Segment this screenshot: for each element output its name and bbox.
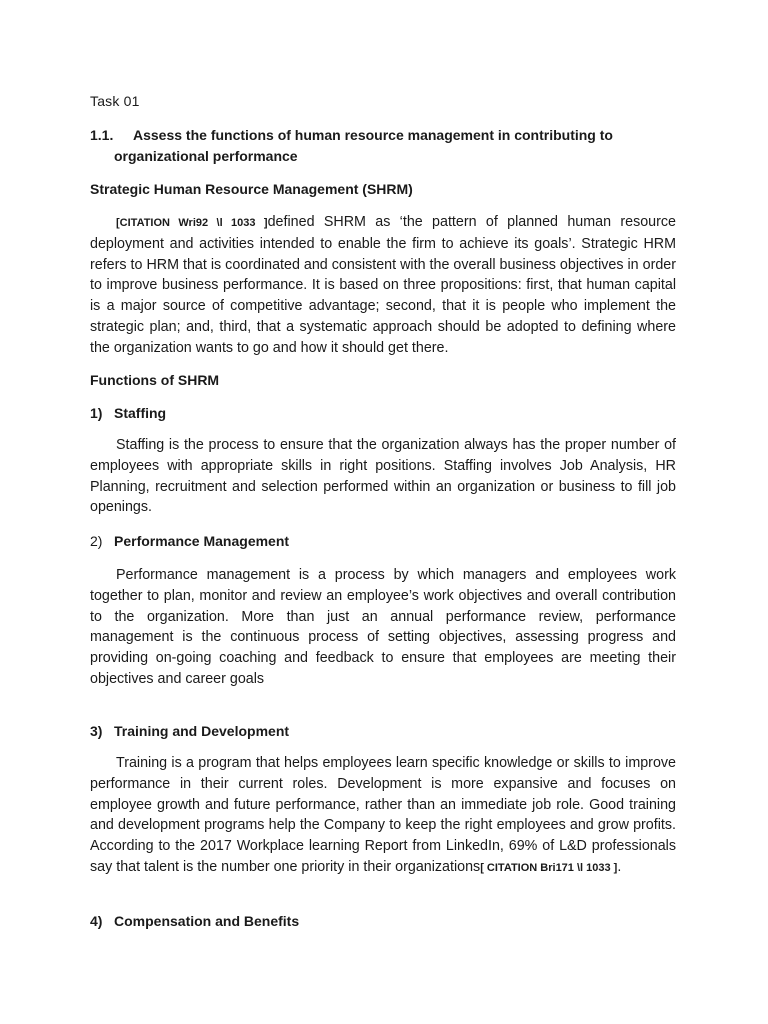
compensation-number: 4) — [90, 913, 103, 929]
section-title-line-1: Assess the functions of human resource management in contributing to — [133, 127, 613, 143]
training-paragraph — [90, 753, 676, 879]
citation-wri92: [CITATION Wri92 \l 1033 ] — [116, 217, 268, 229]
performance-number: 2) — [90, 533, 103, 549]
compensation-title: Compensation and Benefits — [114, 913, 300, 929]
shrm-paragraph-text: defined SHRM as ‘the pattern of planned human resource deployment and activities intended to enable the firm to achieve its goals’. Strategic HRM refers to HRM that is coordinated and consistent with the overall business objectives in order to improve business performance. It is based on three propositions: first, that human capital is a major source of competitive advantage; second, that it is people who implement the strategic plan; and, third, that a systematic approach should be adopted to defining where the organization wants to go and how it should get there. — [90, 214, 676, 356]
training-paragraph-text: Training is a program that helps employees learn specific knowledge or skills to improve performance in their current roles. Development is more expansive and focuses on employee growth and future performance, rather than an immediate job role. Good training and development programs help the Company to keep the right employees and grow profits. According to the 2017 Workplace learning Report from LinkedIn, 69% of L&D professionals say that talent is the number one priority in their organizations — [90, 755, 676, 875]
training-title: Training and Development — [114, 723, 290, 739]
staffing-paragraph: Staffing is the process to ensure that the organization always has the proper number of employees with appropriate skills in right positions. Staffing involves Job Analysis, HR Planning, recruitment and selection performed within an organization or business to fill job openings. — [90, 437, 676, 516]
training-number: 3) — [90, 723, 103, 739]
performance-paragraph: Performance management is a process by which managers and employees work together to plan, monitor and review an employee’s work objectives and overall contribution to the organization. More than just an annual performance review, performance management is the continuous process of setting objectives, assessing progress and providing on-going coaching and feedback to ensure that employees are meeting their objectives and career goals — [90, 567, 676, 687]
compensation-heading — [90, 911, 299, 931]
functions-heading: Functions of SHRM — [90, 372, 220, 388]
training-heading — [90, 721, 289, 741]
section-1-1-heading — [90, 125, 676, 167]
shrm-heading: Strategic Human Resource Management (SHRM) — [90, 181, 413, 197]
section-title-line-2: organizational performance — [114, 148, 298, 164]
staffing-heading — [90, 403, 166, 423]
staffing-number: 1) — [90, 405, 103, 421]
performance-title: Performance Management — [114, 533, 290, 549]
staffing-title: Staffing — [114, 405, 167, 421]
section-number: 1.1. — [90, 127, 114, 143]
citation-bri171: [ CITATION Bri171 \l 1033 ] — [480, 861, 618, 874]
training-paragraph-end: . — [617, 858, 622, 875]
shrm-paragraph — [90, 212, 676, 359]
task-title: Task 01 — [90, 93, 140, 109]
performance-heading — [90, 531, 289, 551]
